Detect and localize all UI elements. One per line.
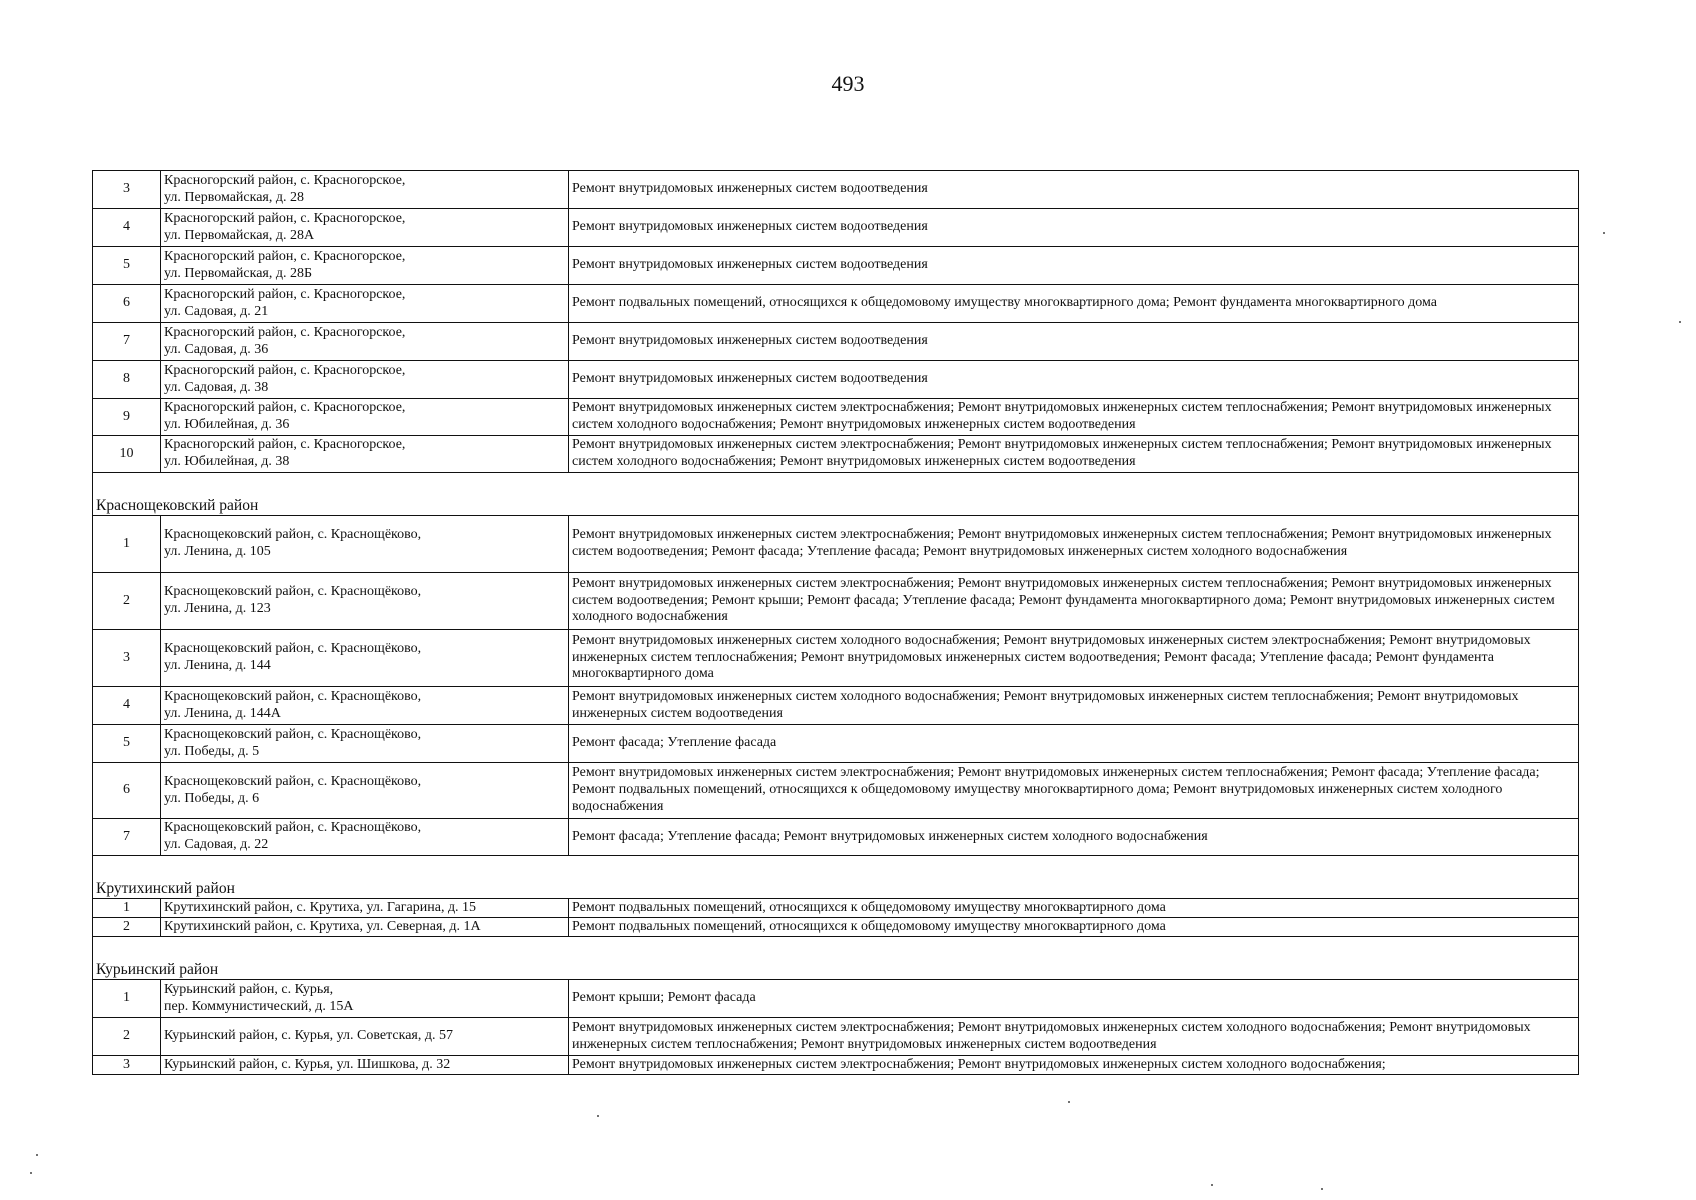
row-number: 8: [93, 361, 161, 399]
address-line: ул. Юбилейная, д. 36: [164, 417, 290, 432]
address-line: ул. Ленина, д. 144А: [164, 705, 281, 721]
address-line: Краснощековский район, с. Краснощёково,: [164, 641, 422, 657]
page-number: 493: [831, 71, 865, 96]
table-row: [93, 399, 1579, 436]
row-number: 10: [93, 436, 161, 473]
address-cell: [161, 899, 569, 918]
table-row: [93, 171, 1579, 209]
address-line: ул. Садовая, д. 38: [164, 379, 269, 395]
address-line: Краснощековский район, с. Краснощёково,: [164, 726, 422, 742]
row-number: 5: [93, 247, 161, 285]
address-line: Крутихинский район, с. Крутиха, ул. Северная, д. 1А: [164, 918, 481, 934]
table-row: [93, 918, 1579, 937]
table-row: [93, 899, 1579, 918]
address-cell: [161, 171, 569, 209]
work-types-cell: Ремонт внутридомовых инженерных систем холодного водоснабжения; Ремонт внутридомовых инженерных систем теплоснабжения; Ремонт внутридомовых инженерных систем водоотведения: [569, 687, 1579, 725]
row-number: 1: [93, 899, 161, 918]
address-line: ул. Садовая, д. 21: [164, 303, 269, 319]
row-number: 7: [93, 323, 161, 361]
address-line: ул. Садовая, д. 22: [164, 837, 269, 852]
address-line: Краснощековский район, с. Краснощёково,: [164, 527, 422, 543]
district-name: Курьинский район: [93, 937, 1579, 980]
address-line: Курьинский район, с. Курья, ул. Шишкова, д. 32: [164, 1056, 451, 1072]
address-line: ул. Ленина, д. 105: [164, 544, 271, 559]
row-number: 2: [93, 1018, 161, 1056]
scan-speck: [1321, 1188, 1323, 1190]
address-cell: [161, 516, 569, 573]
work-types-cell: Ремонт крыши; Ремонт фасада: [569, 980, 1579, 1018]
work-types-cell: Ремонт внутридомовых инженерных систем электроснабжения; Ремонт внутридомовых инженерных систем теплоснабжения; Ремонт внутридомовых инженерных систем водоотведения; Ремонт крыши; Ремонт фасада; Утепление фасада; Ремонт фундамента многоквартирного дома; Ремонт внутридомовых инженерных систем холодного водоснабжения: [569, 573, 1579, 630]
work-types-cell: Ремонт фасада; Утепление фасада: [569, 725, 1579, 763]
address-line: ул. Ленина, д. 144: [164, 658, 271, 673]
scan-speck: [1603, 232, 1605, 234]
table-row: [93, 1056, 1579, 1075]
table-row: [93, 209, 1579, 247]
address-cell: [161, 630, 569, 687]
address-line: пер. Коммунистический, д. 15А: [164, 998, 354, 1014]
work-types-cell: Ремонт подвальных помещений, относящихся к общедомовому имуществу многоквартирного дома: [569, 899, 1579, 918]
work-types-cell: Ремонт внутридомовых инженерных систем водоотведения: [569, 247, 1579, 285]
work-types-cell: Ремонт внутридомовых инженерных систем электроснабжения; Ремонт внутридомовых инженерных систем теплоснабжения; Ремонт фасада; Утепление фасада; Ремонт подвальных помещений, относящихся к общедомовому имуществу многоквартирного дома; Ремонт внутридомовых инженерных систем холодного водоснабжения: [569, 763, 1579, 819]
table-row: [93, 687, 1579, 725]
work-types-cell: Ремонт внутридомовых инженерных систем водоотведения: [569, 323, 1579, 361]
table-row: [93, 516, 1579, 573]
address-line: Краснощековский район, с. Краснощёково,: [164, 584, 422, 600]
row-number: 4: [93, 687, 161, 725]
address-line: Краснощековский район, с. Краснощёково,: [164, 820, 422, 836]
address-line: Красногорский район, с. Красногорское,: [164, 248, 406, 264]
row-number: 7: [93, 819, 161, 856]
table-row: [93, 285, 1579, 323]
address-cell: [161, 1056, 569, 1075]
table-body: [93, 171, 1579, 1075]
scan-speck: [30, 1172, 32, 1174]
address-line: Курьинский район, с. Курья,: [164, 981, 334, 997]
address-cell: [161, 1018, 569, 1056]
table-row: [93, 725, 1579, 763]
address-cell: [161, 819, 569, 856]
address-line: ул. Ленина, д. 123: [164, 601, 271, 616]
address-line: Красногорский район, с. Красногорское,: [164, 210, 406, 226]
row-number: 6: [93, 763, 161, 819]
address-line: ул. Победы, д. 5: [164, 743, 260, 759]
address-line: ул. Юбилейная, д. 38: [164, 454, 290, 469]
work-types-cell: Ремонт внутридомовых инженерных систем электроснабжения; Ремонт внутридомовых инженерных систем теплоснабжения; Ремонт внутридомовых инженерных систем холодного водоснабжения; Ремонт внутридомовых инженерных систем водоотведения: [569, 399, 1579, 436]
row-number: 9: [93, 399, 161, 436]
address-line: ул. Первомайская, д. 28А: [164, 227, 315, 243]
work-types-cell: Ремонт внутридомовых инженерных систем холодного водоснабжения; Ремонт внутридомовых инженерных систем электроснабжения; Ремонт внутридомовых инженерных систем теплоснабжения; Ремонт внутридомовых инженерных систем водоотведения; Ремонт фасада; Утепление фасада; Ремонт фундамента многоквартирного дома: [569, 630, 1579, 687]
district-header-row: [93, 473, 1579, 516]
scan-speck: [1211, 1184, 1213, 1186]
address-cell: [161, 247, 569, 285]
table-row: [93, 980, 1579, 1018]
address-line: ул. Первомайская, д. 28Б: [164, 265, 313, 281]
work-types-cell: Ремонт внутридомовых инженерных систем водоотведения: [569, 209, 1579, 247]
work-types-cell: Ремонт внутридомовых инженерных систем электроснабжения; Ремонт внутридомовых инженерных систем теплоснабжения; Ремонт внутридомовых инженерных систем водоотведения; Ремонт фасада; Утепление фасада; Ремонт внутридомовых инженерных систем холодного водоснабжения: [569, 516, 1579, 573]
address-line: ул. Садовая, д. 36: [164, 341, 269, 357]
address-cell: [161, 399, 569, 436]
address-cell: [161, 209, 569, 247]
table-row: [93, 323, 1579, 361]
address-line: Красногорский район, с. Красногорское,: [164, 172, 406, 188]
table-row: [93, 763, 1579, 819]
table-row: [93, 630, 1579, 687]
address-line: ул. Первомайская, д. 28: [164, 189, 304, 205]
address-line: Красногорский район, с. Красногорское,: [164, 324, 406, 340]
address-line: Красногорский район, с. Красногорское,: [164, 437, 406, 453]
scan-speck: [1679, 321, 1681, 323]
row-number: 3: [93, 630, 161, 687]
table-row: [93, 247, 1579, 285]
row-number: 2: [93, 918, 161, 937]
address-cell: [161, 687, 569, 725]
repair-program-table: [92, 170, 1579, 1075]
address-line: Красногорский район, с. Красногорское,: [164, 286, 406, 302]
address-cell: [161, 573, 569, 630]
row-number: 6: [93, 285, 161, 323]
work-types-cell: Ремонт внутридомовых инженерных систем электроснабжения; Ремонт внутридомовых инженерных систем теплоснабжения; Ремонт внутридомовых инженерных систем холодного водоснабжения; Ремонт внутридомовых инженерных систем водоотведения: [569, 436, 1579, 473]
table-row: [93, 819, 1579, 856]
address-cell: [161, 361, 569, 399]
district-header-row: [93, 937, 1579, 980]
address-line: Курьинский район, с. Курья, ул. Советская, д. 57: [164, 1028, 453, 1044]
work-types-cell: Ремонт подвальных помещений, относящихся к общедомовому имуществу многоквартирного дома: [569, 918, 1579, 937]
table-row: [93, 1018, 1579, 1056]
work-types-cell: Ремонт внутридомовых инженерных систем электроснабжения; Ремонт внутридомовых инженерных систем холодного водоснабжения;: [569, 1056, 1579, 1075]
row-number: 3: [93, 171, 161, 209]
address-cell: [161, 763, 569, 819]
work-types-cell: Ремонт подвальных помещений, относящихся к общедомовому имуществу многоквартирного дома; Ремонт фундамента многоквартирного дома: [569, 285, 1579, 323]
address-cell: [161, 918, 569, 937]
row-number: 5: [93, 725, 161, 763]
work-types-cell: Ремонт внутридомовых инженерных систем водоотведения: [569, 361, 1579, 399]
row-number: 2: [93, 573, 161, 630]
address-cell: [161, 980, 569, 1018]
work-types-cell: Ремонт фасада; Утепление фасада; Ремонт внутридомовых инженерных систем холодного водоснабжения: [569, 819, 1579, 856]
address-line: Крутихинский район, с. Крутиха, ул. Гагарина, д. 15: [164, 899, 477, 915]
scan-speck: [597, 1115, 599, 1117]
address-line: Красногорский район, с. Красногорское,: [164, 400, 406, 416]
district-header-row: [93, 856, 1579, 899]
row-number: 3: [93, 1056, 161, 1075]
district-name: Краснощековский район: [93, 473, 1579, 516]
work-types-cell: Ремонт внутридомовых инженерных систем электроснабжения; Ремонт внутридомовых инженерных систем холодного водоснабжения; Ремонт внутридомовых инженерных систем теплоснабжения; Ремонт внутридомовых инженерных систем водоотведения: [569, 1018, 1579, 1056]
work-types-cell: Ремонт внутридомовых инженерных систем водоотведения: [569, 171, 1579, 209]
address-cell: [161, 285, 569, 323]
district-name: Крутихинский район: [93, 856, 1579, 899]
address-cell: [161, 436, 569, 473]
scan-speck: [1068, 1101, 1070, 1103]
row-number: 1: [93, 516, 161, 573]
row-number: 4: [93, 209, 161, 247]
address-cell: [161, 323, 569, 361]
address-line: Краснощековский район, с. Краснощёково,: [164, 688, 422, 704]
address-line: Красногорский район, с. Красногорское,: [164, 362, 406, 378]
address-line: Краснощековский район, с. Краснощёково,: [164, 773, 422, 789]
row-number: 1: [93, 980, 161, 1018]
table-row: [93, 436, 1579, 473]
address-line: ул. Победы, д. 6: [164, 790, 260, 806]
address-cell: [161, 725, 569, 763]
table-row: [93, 573, 1579, 630]
table-row: [93, 361, 1579, 399]
scan-speck: [36, 1154, 38, 1156]
